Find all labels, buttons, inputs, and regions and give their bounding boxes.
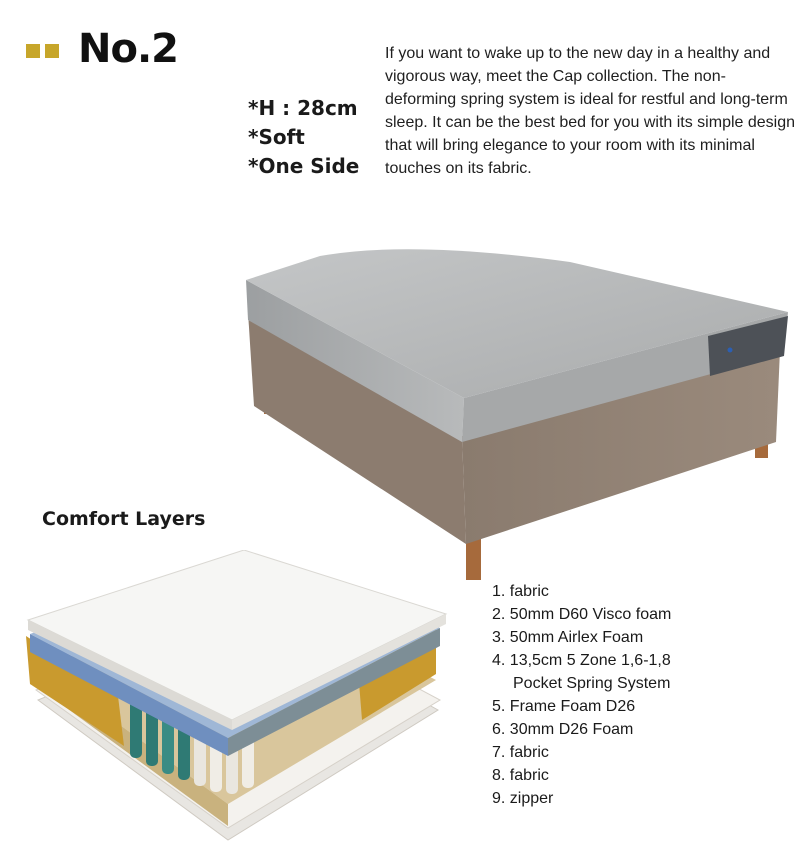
bullet-square [26,44,40,58]
model-title: No.2 [78,26,178,72]
comfort-layers-heading: Comfort Layers [42,508,206,530]
mattress-cutaway-image [18,550,458,850]
layer-item: 7. fabric [492,744,549,761]
spec-height: *H : 28cm [248,96,358,120]
spec-list [248,94,359,181]
layer-item: 9. zipper [492,790,554,807]
title-bullets [26,44,59,58]
mattress-logo-dot [728,348,733,353]
layer-item: 6. 30mm D26 Foam [492,721,634,738]
layer-item: 5. Frame Foam D26 [492,698,636,715]
bullet-square [45,44,59,58]
layer-item-continued: Pocket Spring System [513,675,671,692]
product-description: If you want to wake up to the new day in a healthy and vigorous way, meet the Cap collection. The non-deforming spring system is ideal for restful and long-term sleep. It can be the best bed for you with its simple design that will bring elegance to your room with its minimal touches on its fabric. [385,45,796,177]
layer-item: 3. 50mm Airlex Foam [492,629,644,646]
layer-item: 2. 50mm D60 Visco foam [492,606,672,623]
spec-firmness: *Soft [248,125,305,149]
layer-item: 8. fabric [492,767,549,784]
layer-item: 1. fabric [492,583,549,600]
comfort-layers-list [492,580,671,810]
bed-image [240,236,800,586]
spec-sides: *One Side [248,154,360,178]
layer-item: 4. 13,5cm 5 Zone 1,6-1,8 [492,652,671,669]
